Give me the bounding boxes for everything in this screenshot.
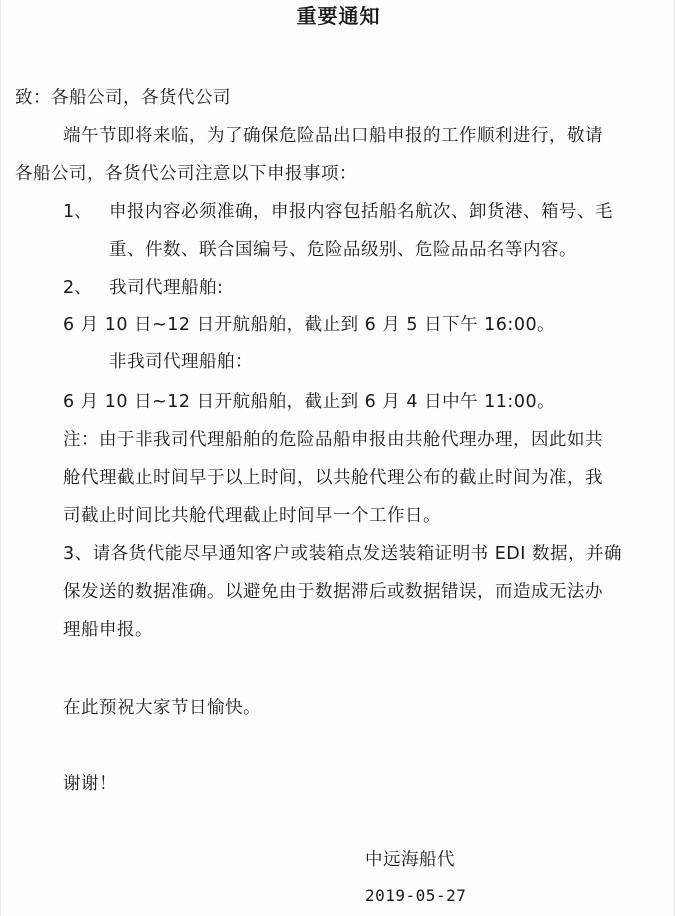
notice-date: 2019-05-27 xyxy=(365,886,467,905)
item-1-number: 1、 xyxy=(63,202,92,222)
note-line-1: 注：由于非我司代理船舶的危险品船申报由共舱代理办理，因此如共 xyxy=(63,430,603,450)
signature: 中远海船代 xyxy=(365,850,455,870)
item-1-line-1: 申报内容必须准确，申报内容包括船名航次、卸货港、箱号、毛 xyxy=(109,202,613,222)
item-2-heading-other: 非我司代理船舶： xyxy=(109,352,253,372)
item-3-line-1: 3、请各货代能尽早通知客户或装箱点发送装箱证明书 EDI 数据，并确 xyxy=(63,544,622,564)
note-line-3: 司截止时间比共舱代理截止时间早一个工作日。 xyxy=(63,506,441,526)
deadline-other-vessels: 6 月 10 日~12 日开航船舶，截止到 6 月 4 日中午 11:00。 xyxy=(63,392,556,412)
thanks: 谢谢！ xyxy=(63,774,117,794)
intro-line-2: 各船公司，各货代公司注意以下申报事项： xyxy=(15,164,357,184)
note-line-2: 舱代理截止时间早于以上时间，以共舱代理公布的截止时间为准，我 xyxy=(63,468,603,488)
item-2-number: 2、 xyxy=(63,278,92,298)
intro-line-1: 端午节即将来临，为了确保危险品出口船申报的工作顺利进行，敬请 xyxy=(63,126,603,146)
item-3-line-2: 保发送的数据准确。以避免由于数据滞后或数据错误，而造成无法办 xyxy=(63,582,603,602)
item-2-heading: 我司代理船舶: xyxy=(109,278,224,298)
salutation: 致：各船公司，各货代公司 xyxy=(15,88,231,108)
greeting: 在此预祝大家节日愉快。 xyxy=(63,698,261,718)
item-3-line-3: 理船申报。 xyxy=(63,620,153,640)
item-1-line-2: 重、件数、联合国编号、危险品级别、危险品品名等内容。 xyxy=(109,240,577,260)
deadline-own-vessels: 6 月 10 日~12 日开航船舶，截止到 6 月 5 日下午 16:00。 xyxy=(63,315,556,335)
notice-title: 重要通知 xyxy=(296,4,381,28)
